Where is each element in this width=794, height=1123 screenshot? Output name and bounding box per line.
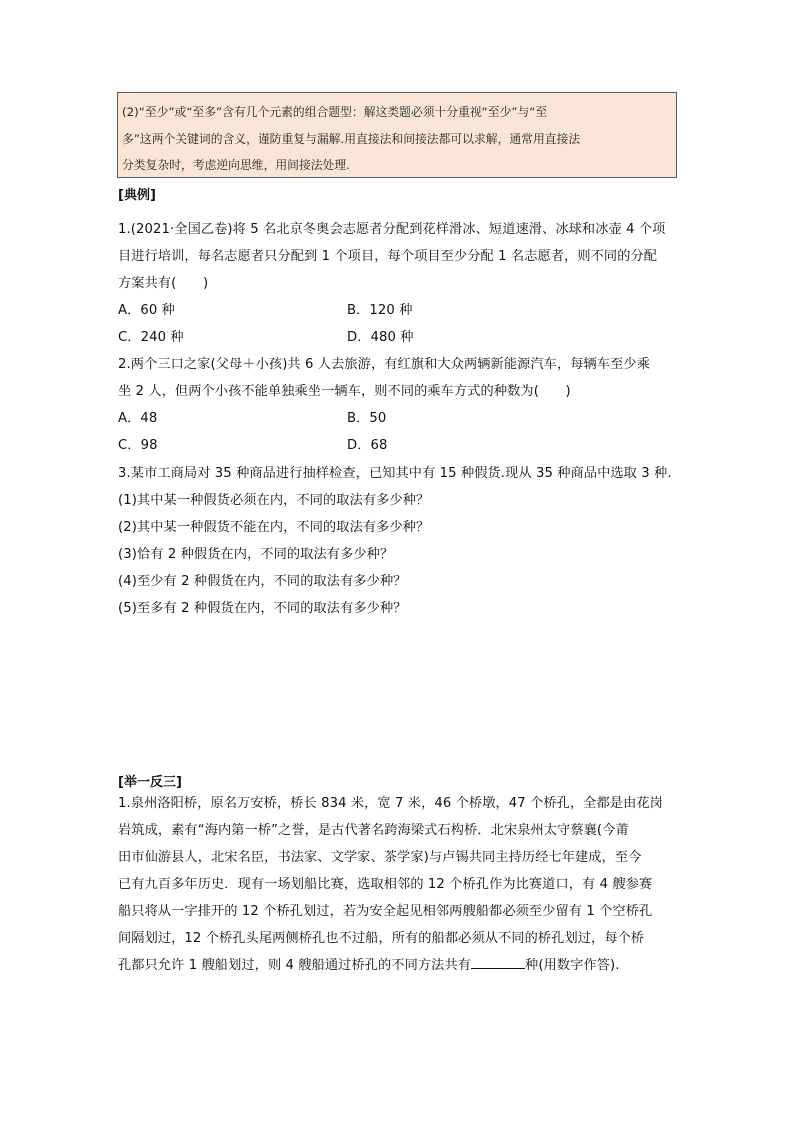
question-1-option-b: B．120 种 [347,303,413,318]
example-heading: [典例] [118,188,156,203]
practice-heading: [举一反三] [118,775,182,790]
note-line: 多”这两个关键词的含义，谨防重复与漏解.用直接法和间接法都可以求解，通常用直接法 [122,132,581,146]
question-1-option-c: C．240 种 [118,330,184,345]
question-2-option-a: A．48 [118,411,158,426]
practice-question-line: 岩筑成，素有“海内第一桥”之誉，是古代著名跨海梁式石构桥．北宋泉州太守蔡襄(今莆 [118,823,629,838]
question-1-option-a: A．60 种 [118,303,175,318]
answer-blank [471,955,525,969]
question-1-line: 方案共有( ) [118,276,209,291]
question-3-line: 3.某市工商局对 35 种商品进行抽样检查，已知其中有 15 种假货.现从 35 种商品中选取 3 种. [118,466,672,481]
question-2-line: 坐 2 人，但两个小孩不能单独乘坐一辆车，则不同的乘车方式的种数为( ) [118,384,571,399]
question-1-line: 目进行培训，每名志愿者只分配到 1 个项目，每个项目至少分配 1 名志愿者，则不同的分配 [118,249,658,264]
practice-question-line: 1.泉州洛阳桥，原名万安桥，桥长 834 米，宽 7 米，46 个桥墩，47 个桥孔，全都是由花岗 [118,796,663,811]
question-3-sub: (4)至少有 2 种假货在内，不同的取法有多少种？ [118,574,407,589]
question-3-sub: (1)其中某一种假货必须在内，不同的取法有多少种？ [118,493,430,508]
question-1-option-d: D．480 种 [347,330,414,345]
question-2-option-d: D．68 [347,438,388,453]
method-note-box [117,92,677,178]
question-2-option-b: B．50 [347,411,387,426]
question-2-line: 2.两个三口之家(父母＋小孩)共 6 人去旅游，有红旗和大众两辆新能源汽车，每辆车至少乘 [118,357,650,372]
question-3-sub: (3)恰有 2 种假货在内，不同的取法有多少种？ [118,547,394,562]
question-2-option-c: C．98 [118,438,158,453]
question-3-sub: (2)其中某一种假货不能在内，不同的取法有多少种？ [118,520,430,535]
question-1-line: 1.(2021·全国乙卷)将 5 名北京冬奥会志愿者分配到花样滑冰、短道速滑、冰球和冰壶 4 个项 [118,222,666,237]
practice-question-line: 船只将从一字排开的 12 个桥孔划过，若为安全起见相邻两艘船都必须至少留有 1 个空桥孔 [118,904,653,919]
note-line: 分类复杂时，考虑逆向思维，用间接法处理. [122,158,350,172]
practice-question-line: 间隔划过，12 个桥孔头尾两侧桥孔也不过船，所有的船都必须从不同的桥孔划过，每个桥 [118,931,645,946]
note-line: (2)“至少”或“至多”含有几个元素的组合题型：解这类题必须十分重视“至少”与“至 [122,105,548,119]
practice-question-line: 田市仙游县人，北宋名臣，书法家、文学家、茶学家)与卢锡共同主持历经七年建成，至今 [118,850,642,865]
practice-question-line: 已有九百多年历史．现有一场划船比赛，选取相邻的 12 个桥孔作为比赛道口，有 4 艘参赛 [118,877,653,892]
practice-question-text: 种(用数字作答). [525,958,620,973]
question-3-sub: (5)至多有 2 种假货在内，不同的取法有多少种？ [118,601,407,616]
practice-question-last-line [118,954,620,973]
practice-question-text: 孔都只允许 1 艘船划过，则 4 艘船通过桥孔的不同方法共有 [118,958,472,973]
